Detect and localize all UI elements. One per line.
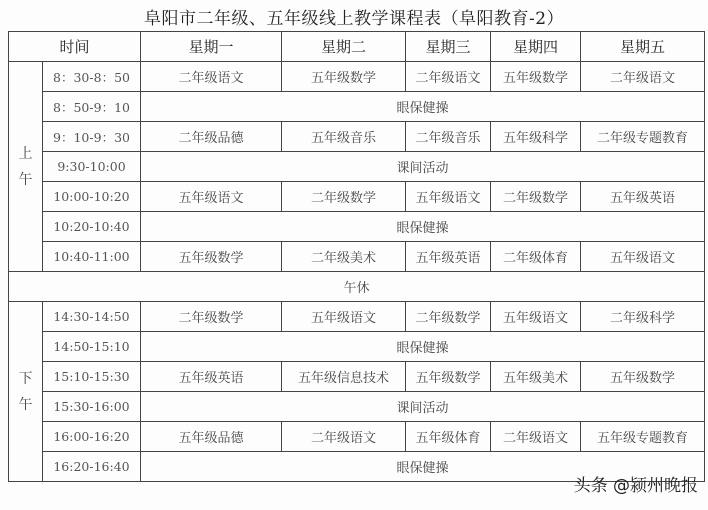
- course-cell: 五年级数学: [581, 362, 705, 392]
- course-cell: 二年级专题教育: [581, 122, 705, 152]
- course-cell: 二年级语文: [282, 422, 406, 452]
- time-slot: 16:20-16:40: [43, 452, 141, 482]
- table-row: [9, 362, 705, 392]
- noon-break: 午休: [9, 272, 705, 302]
- table-row: [9, 242, 705, 272]
- course-cell: 五年级体育: [406, 422, 491, 452]
- period-char: 下: [18, 370, 33, 387]
- course-cell: 二年级体育: [491, 242, 581, 272]
- period-char: 上: [18, 145, 33, 162]
- course-cell: 五年级数学: [282, 62, 406, 92]
- course-cell: 二年级语文: [581, 62, 705, 92]
- course-cell: 二年级数学: [491, 182, 581, 212]
- time-slot: 16:00-16:20: [43, 422, 141, 452]
- course-cell: 五年级数学: [141, 242, 282, 272]
- course-cell: 五年级英语: [141, 362, 282, 392]
- document-title: 阜阳市二年级、五年级线上教学课程表（阜阳教育-2）: [143, 9, 565, 29]
- table-row: [9, 62, 705, 92]
- time-slot: 15:30-16:00: [43, 392, 141, 422]
- table-row: [9, 422, 705, 452]
- table-row: [9, 392, 705, 422]
- course-cell: 五年级科学: [491, 122, 581, 152]
- header-day: 星期四: [491, 32, 581, 62]
- activity-cell: 课间活动: [141, 152, 705, 182]
- course-cell: 二年级音乐: [406, 122, 491, 152]
- schedule-table: [8, 31, 705, 482]
- table-row: [9, 92, 705, 122]
- time-slot: 14:50-15:10: [43, 332, 141, 362]
- course-cell: 二年级美术: [282, 242, 406, 272]
- activity-cell: 眼保健操: [141, 332, 705, 362]
- course-cell: 五年级语文: [406, 182, 491, 212]
- table-row: [9, 302, 705, 332]
- time-slot: 9：10-9：30: [43, 122, 141, 152]
- course-cell: 二年级语文: [406, 62, 491, 92]
- course-cell: 二年级数学: [406, 302, 491, 332]
- course-cell: 五年级语文: [491, 302, 581, 332]
- time-slot: 10:40-11:00: [43, 242, 141, 272]
- time-slot: 15:10-15:30: [43, 362, 141, 392]
- header-day: 星期五: [581, 32, 705, 62]
- time-slot: 14:30-14:50: [43, 302, 141, 332]
- time-slot: 8：50-9：10: [43, 92, 141, 122]
- noon-break-row: [9, 272, 705, 302]
- course-cell: 二年级数学: [282, 182, 406, 212]
- time-slot: 10:20-10:40: [43, 212, 141, 242]
- activity-cell: 眼保健操: [141, 212, 705, 242]
- table-row: [9, 182, 705, 212]
- table-row: [9, 122, 705, 152]
- course-cell: 五年级信息技术: [282, 362, 406, 392]
- course-cell: 五年级美术: [491, 362, 581, 392]
- header-row: [9, 32, 705, 62]
- course-cell: 二年级数学: [141, 302, 282, 332]
- time-slot: 8：30-8：50: [43, 62, 141, 92]
- course-cell: 五年级英语: [406, 242, 491, 272]
- activity-cell: 课间活动: [141, 392, 705, 422]
- course-cell: 五年级数学: [491, 62, 581, 92]
- period-char: 午: [18, 396, 33, 413]
- time-slot: 9:30-10:00: [43, 152, 141, 182]
- course-cell: 五年级数学: [406, 362, 491, 392]
- course-cell: 五年级专题教育: [581, 422, 705, 452]
- header-time: 时间: [9, 32, 141, 62]
- course-cell: 五年级语文: [141, 182, 282, 212]
- table-row: [9, 332, 705, 362]
- period-char: 午: [18, 171, 33, 188]
- table-row: [9, 212, 705, 242]
- activity-cell: 眼保健操: [141, 452, 705, 482]
- course-cell: 二年级品德: [141, 122, 282, 152]
- activity-cell: 眼保健操: [141, 92, 705, 122]
- course-cell: 二年级语文: [141, 62, 282, 92]
- header-day: 星期三: [406, 32, 491, 62]
- table-row: [9, 152, 705, 182]
- header-day: 星期一: [141, 32, 282, 62]
- period-label: [9, 62, 43, 272]
- course-cell: 二年级科学: [581, 302, 705, 332]
- course-cell: 五年级语文: [282, 302, 406, 332]
- watermark: 头条 @颍州晚报: [573, 476, 698, 496]
- course-cell: 五年级语文: [581, 242, 705, 272]
- course-cell: 二年级语文: [491, 422, 581, 452]
- course-cell: 五年级品德: [141, 422, 282, 452]
- course-cell: 五年级英语: [581, 182, 705, 212]
- course-cell: 五年级音乐: [282, 122, 406, 152]
- time-slot: 10:00-10:20: [43, 182, 141, 212]
- period-label: [9, 302, 43, 482]
- header-day: 星期二: [282, 32, 406, 62]
